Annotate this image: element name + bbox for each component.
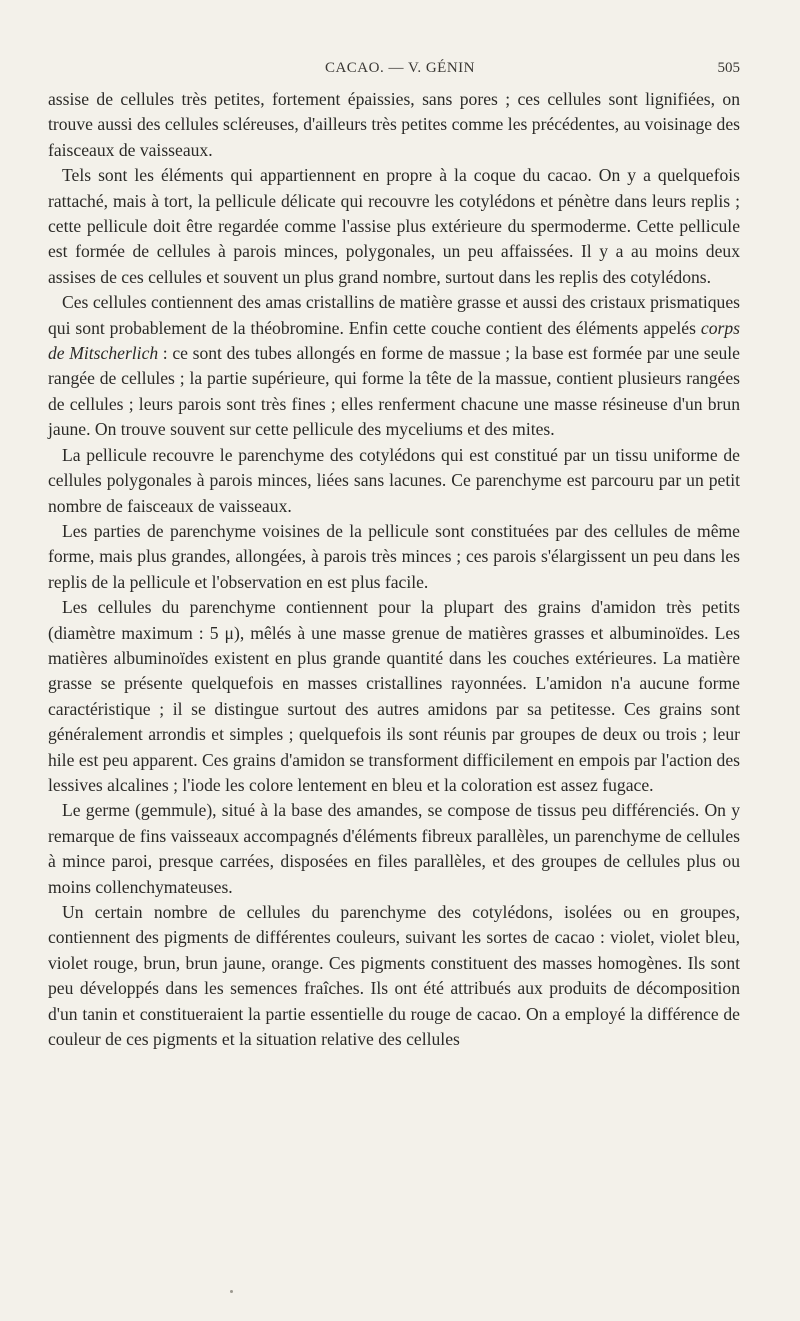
paragraph-6: Les cellules du parenchyme contiennent pour la plupart des grains d'amidon très petits (diamètre maximum : 5 μ), mêlés à une masse grenue de matières grasses et albuminoïdes. Les matières albuminoïdes existent en plus grande quantité dans les couches extérieures. La matière grasse se présente quelquefois en masses cristallines rayonnées. L'amidon n'a aucune forme caractéristique ; il se distingue surtout des autres amidons par sa petitesse. Ces grains sont généralement arrondis et simples ; quelquefois ils sont réunis par groupes de deux ou trois ; leur hile est peu apparent. Ces grains d'amidon se transforment difficilement en empois par l'action des lessives alcalines ; l'iode les colore lentement en bleu et la coloration est assez fugace. <box>48 597 740 795</box>
body-text <box>48 87 740 1052</box>
page-number: 505 <box>717 60 740 76</box>
paragraph-8: Un certain nombre de cellules du parenchyme des cotylédons, isolées ou en groupes, contiennent des pigments de différentes couleurs, suivant les sortes de cacao : violet, violet bleu, violet rouge, brun, brun jaune, orange. Ces pigments constituent des masses homogènes. Ils sont peu développés dans les semences fraîches. Ils ont été attribués aux produits de décomposition d'un tanin et constitueraient la partie essentielle du rouge de cacao. On a employé la différence de couleur de ces pigments et la situation relative des cellules <box>48 902 740 1050</box>
running-title: CACAO. — V. GÉNIN <box>324 60 476 76</box>
print-speck <box>230 1290 233 1293</box>
paragraph-3 <box>48 290 740 442</box>
paragraph-5: Les parties de parenchyme voisines de la pellicule sont constituées par des cellules de même forme, mais plus grandes, allongées, à parois très minces ; ces parois s'élargissent un peu dans les replis de la pellicule et l'observation en est plus facile. <box>48 520 740 592</box>
paragraph-3-part-b: : ce sont des tubes allongés en forme de massue ; la base est formée par une seule rangée de cellules ; la partie supérieure, qui forme la tête de la massue, contient plusieurs rangées de cellules ; leurs parois sont très fines ; elles renferment chacune une masse résineuse d'un brun jaune. On trouve souvent sur cette pellicule des myceliums et des mites. <box>48 343 740 440</box>
paragraph-3-part-a: Ces cellules contiennent des amas cristallins de matière grasse et aussi des cristaux prismatiques qui sont probablement de la théobromine. Enfin cette couche contient des éléments appelés <box>48 292 740 338</box>
paragraph-4: La pellicule recouvre le parenchyme des cotylédons qui est constitué par un tissu uniforme de cellules polygonales à parois minces, liées sans lacunes. Ce parenchyme est parcouru par un petit nombre de faisceaux de vaisseaux. <box>48 444 740 516</box>
italic-term-mitscherlich: corps de Mitscherlich <box>48 317 740 364</box>
paragraph-7: Le germe (gemmule), situé à la base des amandes, se compose de tissus peu différenciés. On y remarque de fins vaisseaux accompagnés d'éléments fibreux parallèles, un parenchyme de cellules à mince paroi, presque carrées, disposées en files parallèles, et des groupes de cellules plus ou moins collenchymateuses. <box>48 800 740 897</box>
paragraph-1: assise de cellules très petites, fortement épaissies, sans pores ; ces cellules sont lignifiées, on trouve aussi des cellules scléreuses, d'ailleurs très petites comme les précédentes, au voisinage des faisceaux de vaisseaux. <box>48 89 740 160</box>
paragraph-2: Tels sont les éléments qui appartiennent en propre à la coque du cacao. On y a quelquefois rattaché, mais à tort, la pellicule délicate qui recouvre les cotylédons et pénètre dans leurs replis ; cette pellicule doit être regardée comme l'assise plus extérieure du spermoderme. Cette pellicule est formée de cellules à parois minces, polygonales, un peu affaissées. Il y a au moins deux assises de ces cellules et souvent un plus grand nombre, surtout dans les replis des cotylédons. <box>48 165 740 287</box>
page-header <box>0 60 800 82</box>
